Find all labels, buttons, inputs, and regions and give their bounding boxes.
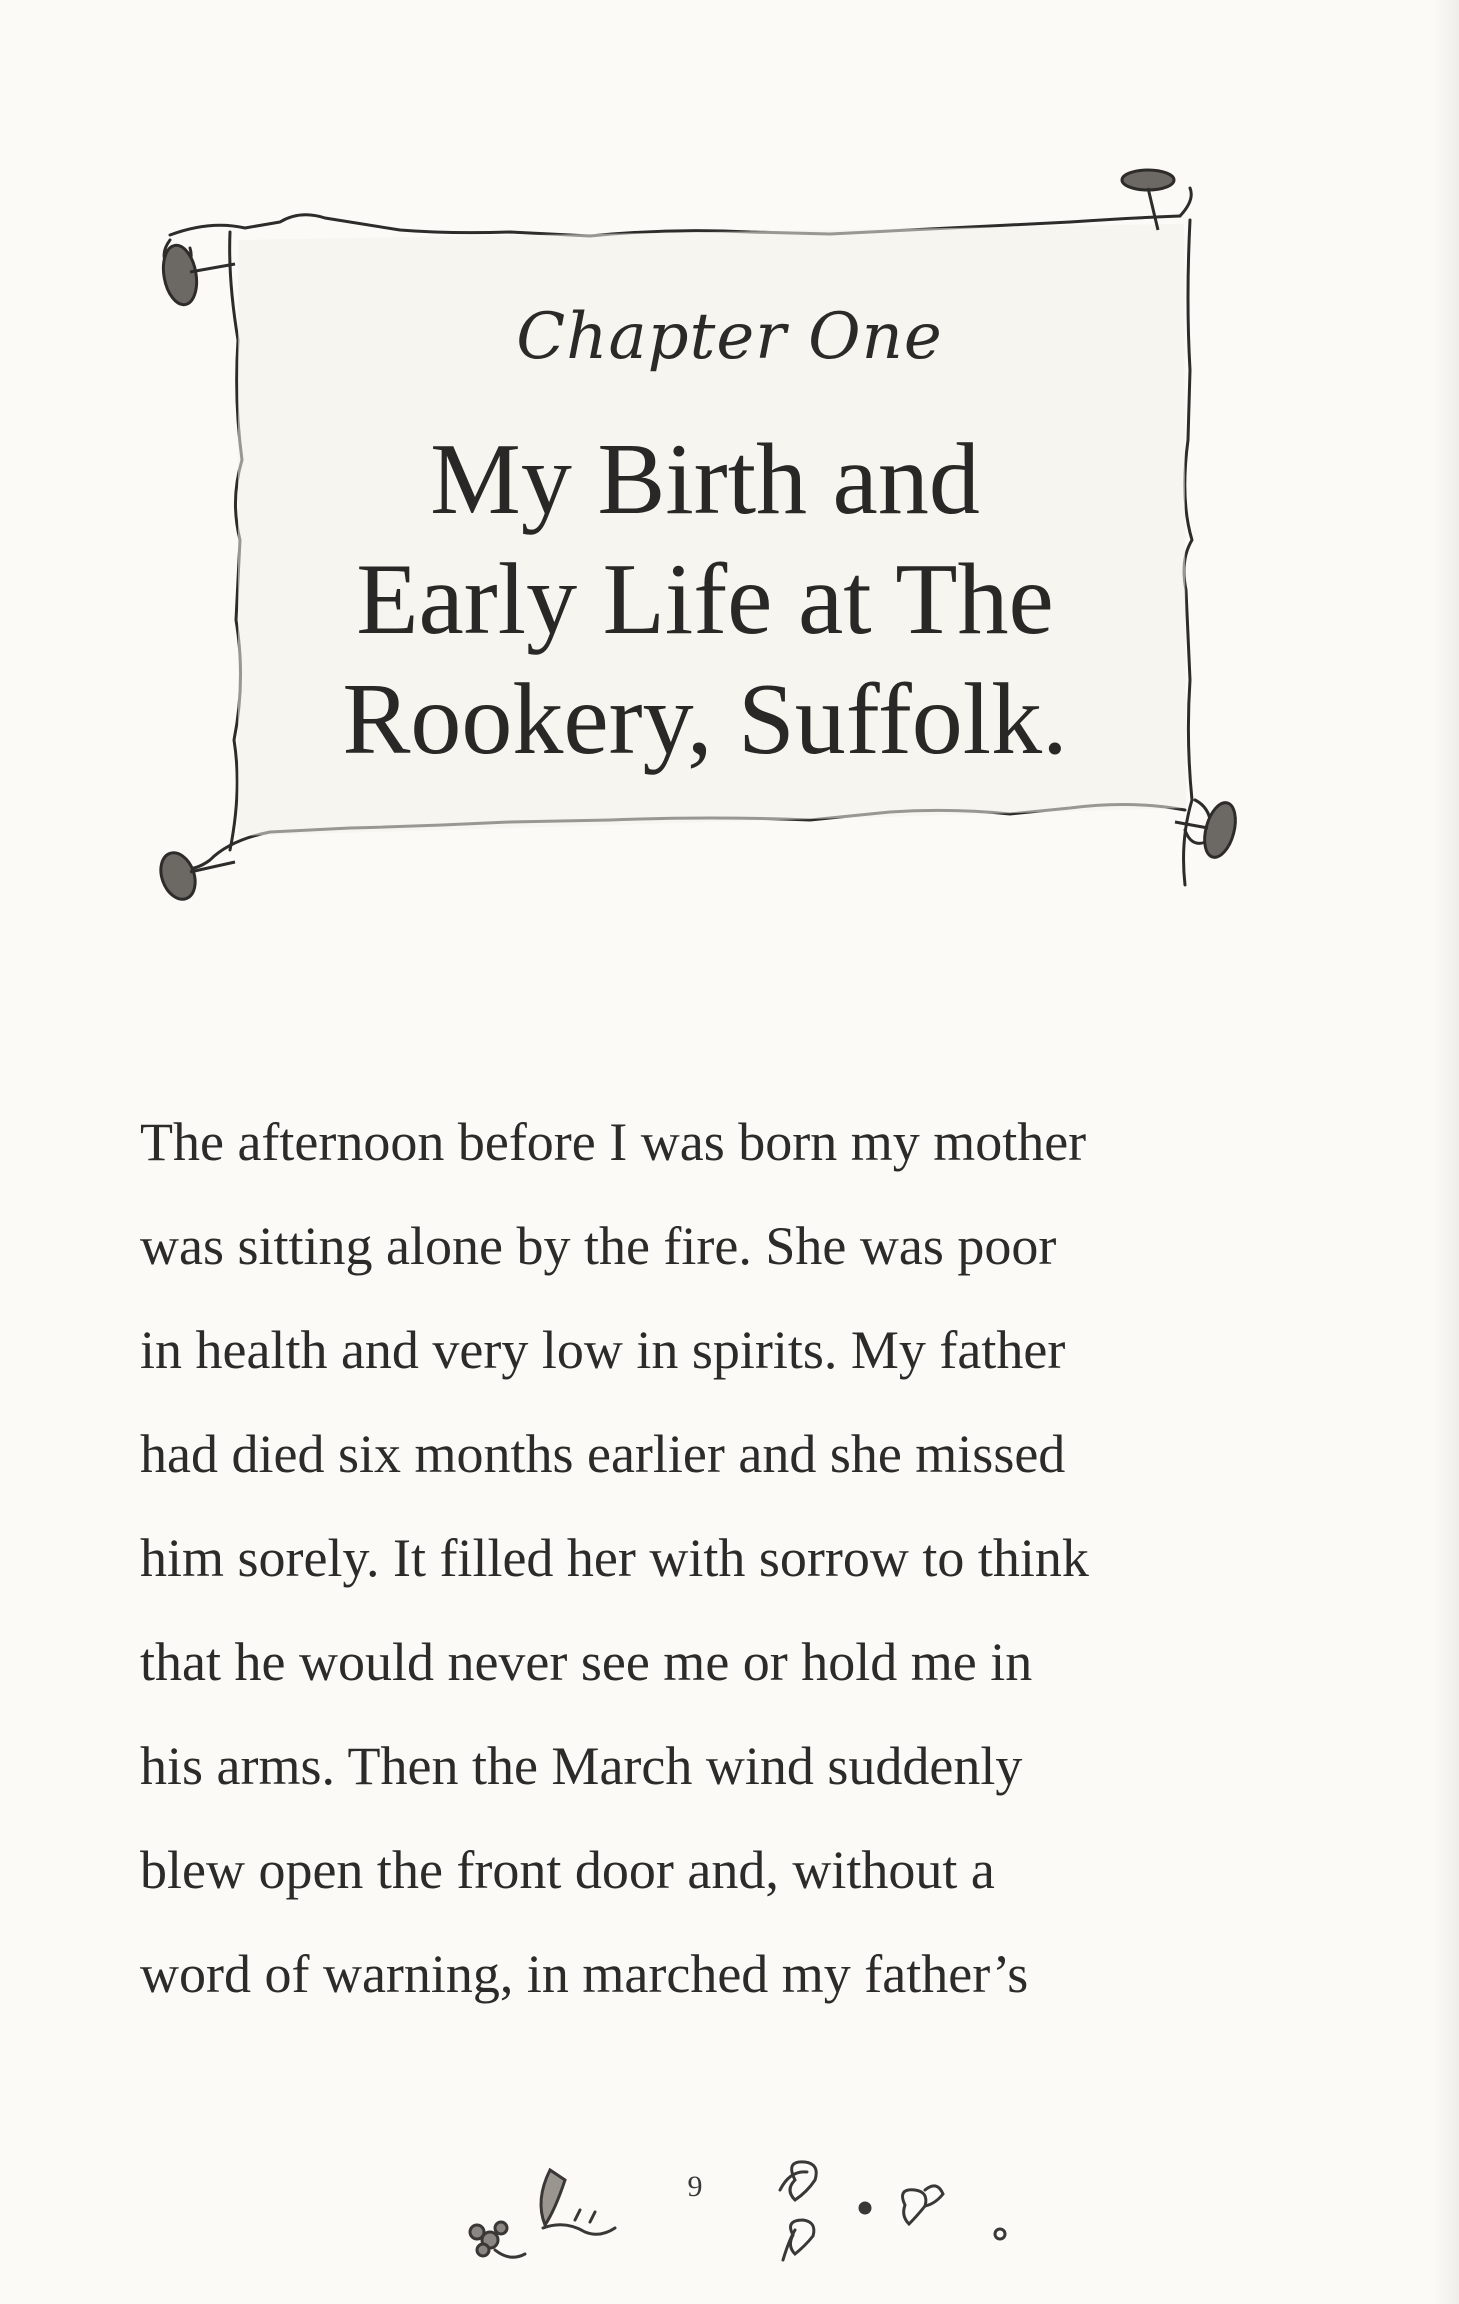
chapter-title-line: My Birth and [430,423,980,536]
chapter-title-line: Rookery, Suffolk. [342,663,1068,776]
page-number: 9 [687,2170,703,2203]
body-line: him sorely. It filled her with sorrow to think [140,1528,1089,1588]
nail-icon [155,848,235,904]
body-line: that he would never see me or hold me in [140,1632,1033,1692]
body-line: his arms. Then the March wind suddenly [140,1736,1023,1796]
hearts-doodle-icon [765,2150,1025,2280]
body-line: had died six months earlier and she missed [140,1424,1066,1484]
nail-icon [1122,170,1174,230]
body-paragraph [140,1090,1300,2026]
body-line: The afternoon before I was born my mother [140,1112,1087,1172]
nail-icon [159,243,235,308]
chapter-title-line: Early Life at The [356,543,1054,656]
body-line: word of warning, in marched my father’s [140,1944,1029,2004]
chapter-label: Chapter One [516,300,943,374]
chapter-title [0,420,1410,780]
body-line: was sitting alone by the fire. She was poor [140,1216,1057,1276]
body-line: in health and very low in spirits. My father [140,1320,1066,1380]
body-line: blew open the front door and, without a [140,1840,995,1900]
